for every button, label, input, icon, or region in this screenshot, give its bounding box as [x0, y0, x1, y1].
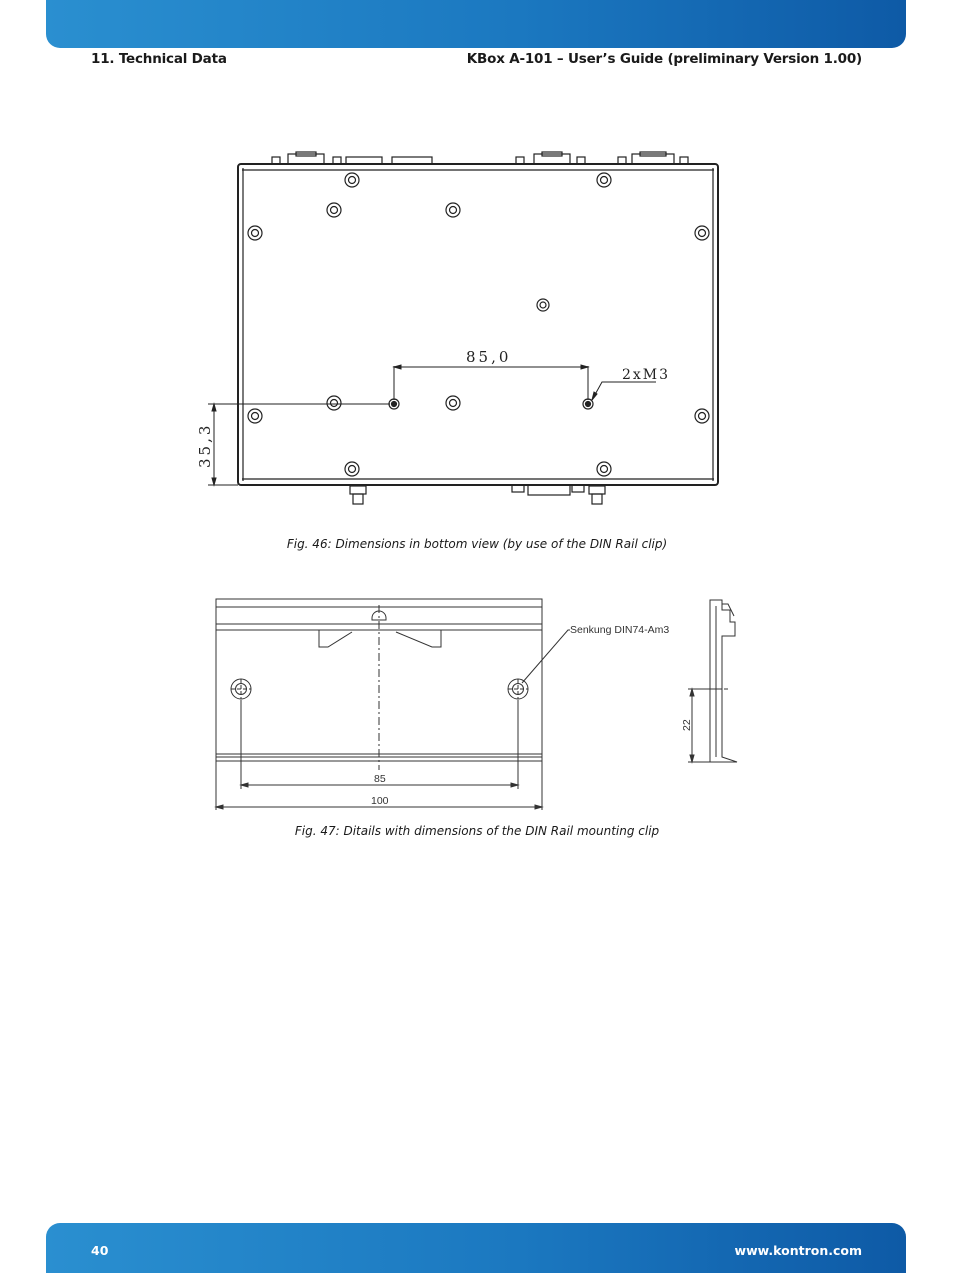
dimension-85-0: 85,0: [466, 348, 512, 366]
dimension-35-3: 35,3: [196, 422, 214, 468]
document-title: KBox A-101 – User’s Guide (preliminary Version 1.00): [466, 51, 862, 67]
figure-46-caption: Fig. 46: Dimensions in bottom view (by use of the DIN Rail clip): [286, 537, 668, 551]
dimension-100: 100: [371, 795, 389, 807]
dimension-22: 22: [681, 719, 693, 731]
countersink-label: Senkung DIN74-Am3: [570, 624, 670, 636]
section-title: 11. Technical Data: [91, 51, 227, 67]
dimension-85: 85: [374, 773, 386, 785]
page-number: 40: [91, 1243, 109, 1258]
figure-47-caption: Fig. 47: Ditails with dimensions of the DIN Rail mounting clip: [294, 824, 660, 838]
website-link[interactable]: www.kontron.com: [734, 1243, 862, 1258]
dimension-2xm3: 2xM3: [622, 367, 671, 383]
